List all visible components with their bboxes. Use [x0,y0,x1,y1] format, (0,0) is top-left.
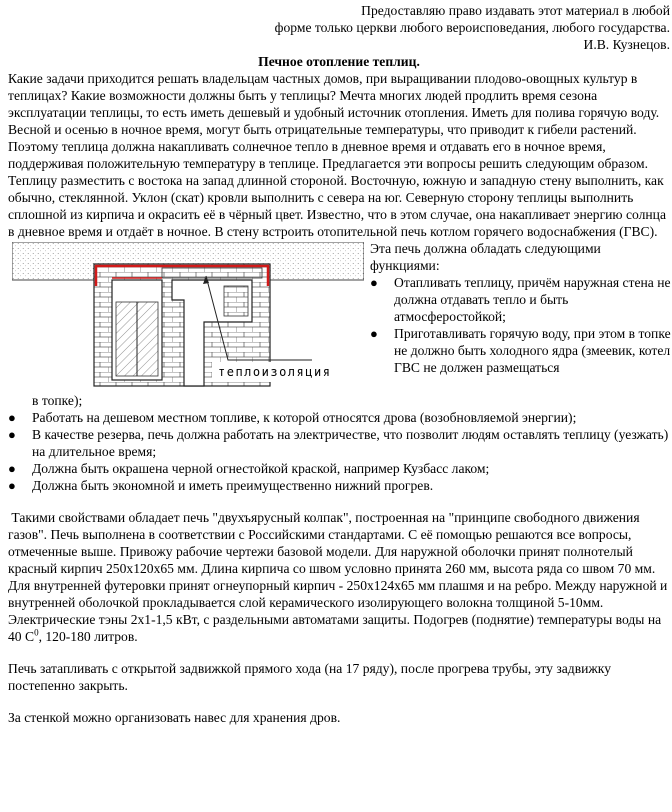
bullet-icon: ● [8,410,16,425]
list-item: ● Должна быть экономной и иметь преимущественно нижний прогрев. [8,478,434,493]
list-continuation: в топке); [32,393,83,408]
list-item: ● Отапливать теплицу, причём наружная стена не должна отдавать тепло и быть атмосферостойкой; [370,275,671,324]
bullet-icon: ● [370,326,378,341]
paragraph-intro: Какие задачи приходится решать владельцам частных домов, при выращивании плодово-овощных культур в теплицах? Какие возможности должны быть у теплицы? Мечта многих людей продлить время сезона эксплуатации теплицы, то есть иметь дешевый и удобный источник отопления. Иметь для полива горячую воду. Весной и осенью в ночное время, могут быть отрицательные температуры, что приводит к гибели растений. Поэтому теплица должна накапливать солнечное тепло в дневное время и отдавать его в ночное время, поддерживая положительную температуру в теплице. Предлагается эти вопросы решить следующим образом. [8,71,660,171]
paragraph-storage: За стенкой можно организовать навес для хранения дров. [8,710,341,725]
list-item: ● Должна быть окрашена черной огнестойкой краской, например Кузбасс лаком; [8,461,490,476]
paragraph-operation: Печь затапливать с открытой задвижкой прямого хода (на 17 ряду), после прогрева трубы, эту задвижку постепенно закрыть. [8,661,611,693]
bullet-icon: ● [8,461,16,476]
header-line-1: Предоставляю право издавать этот материал в любой [361,3,670,18]
bullet-icon: ● [8,427,16,442]
list-item: ● В качестве резерва, печь должна работать на электричестве, что позволит людям оставлять теплицу (уезжать) на длительное время; [8,427,669,459]
bullet-icon: ● [8,478,16,493]
figure-row [8,240,670,392]
stove-drawing [12,242,364,392]
copyright-header [8,2,670,53]
header-line-3: И.В. Кузнецов. [583,37,670,52]
list-item: ● Работать на дешевом местном топливе, к которой относятся дрова (возобновляемой энергии); [8,410,577,425]
paragraph-placement: Теплицу разместить с востока на запад длинной стороной. Восточную, южную и западную стену выполнить, как обычно, стеклянной. Уклон (скат) кровли выполнить с севера на юг. Северную сторону теплицы выполнить сплошной из кирпича и окрасить её в чёрный цвет. Известно, что в этом случае, она накапливает энергию солнца в дневное время и отдаёт в ночное. В стену встроить отопительной печь котлом горячего водоснабжения (ГВС). [8,173,666,239]
header-line-2: форме только церкви любого вероисповедания, любого государства. [274,20,670,35]
functions-intro: Эта печь должна обладать следующими функциями: [370,241,601,273]
function-list [8,409,670,494]
bullet-icon: ● [370,275,378,290]
insulation-label: теплоизоляция [218,365,332,379]
stove-functions [370,240,672,376]
document-title: Печное отопление теплиц. [258,54,420,69]
paragraph-properties: Такими свойствами обладает печь "двухъярусный колпак", построенная на "принципе свободного движения газов". Печь выполнена в соответствии с Российскими стандартами. С её помощью решаются все вопросы, отмеченные выше. Привожу рабочие чертежи базовой модели. Для наружной оболочки принят полнотелый красный кирпич 250х120х65 мм. Длина кирпича со швом условно принята 260 мм, высота ряда со швом 70 мм. Для внутренней футеровки принят огнеупорный кирпич - 250х124х65 мм плашмя и на ребро. Между наружной и внутренней оболочкой прокладывается слой керамического изолирующего волокна толщиной 5-10мм. Электрические тэны 2х1-1,5 кВт, с раздельными автоматами защиты. Подогрев (поднятие) температуры воды на 40 $С^0$, 120-180 литров. [8,510,668,644]
list-item: ● Приготавливать горячую воду, при этом в топке не должно быть холодного ядра (змеевик, котел ГВС не должен размещаться [370,326,671,375]
document-page [8,2,670,726]
